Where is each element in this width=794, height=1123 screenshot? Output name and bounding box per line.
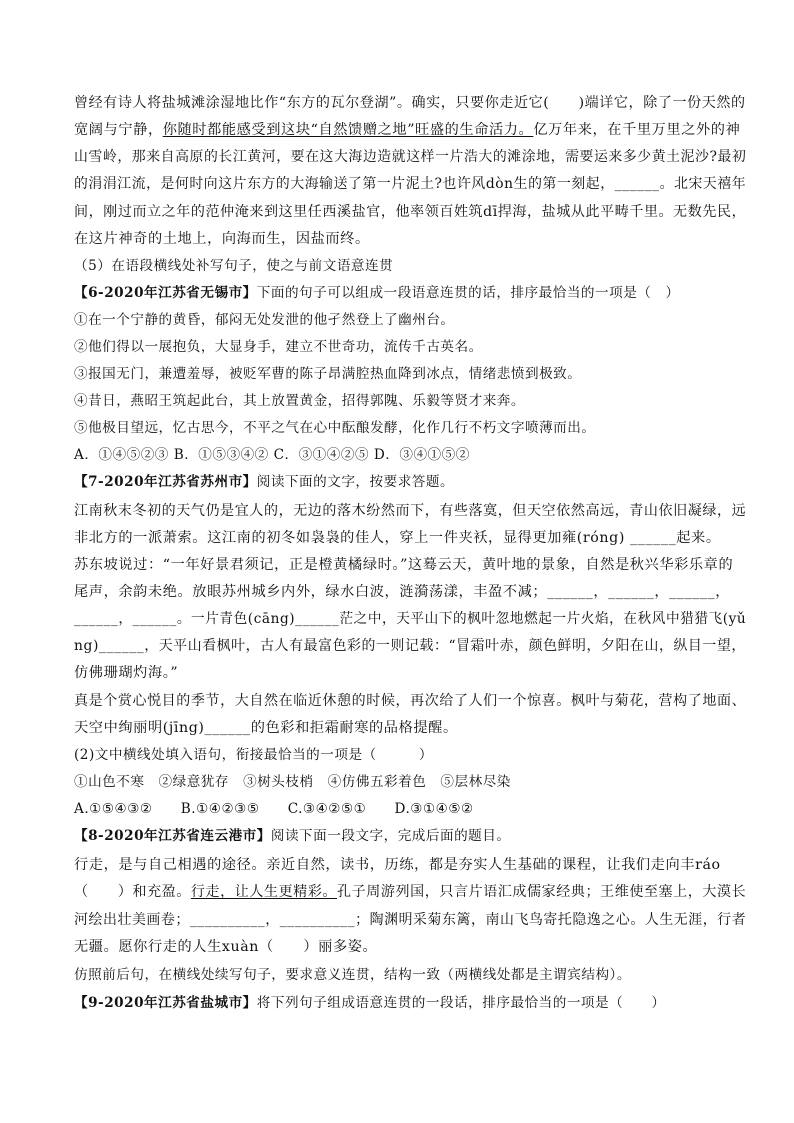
question-stem: 将下列句子组成语意连贯的一段话，排序最恰当的一项是（ ） <box>256 995 666 1011</box>
question-tag: 【7-2020年江苏省苏州市】 <box>74 474 257 490</box>
question-stem: 阅读下面一段文字，完成后面的题目。 <box>270 828 511 844</box>
passage-line: 曾经有诗人将盐城滩涂湿地比作“东方的瓦尔登湖”。确实，只要你走近它( )端详它，除了一份天然的 <box>74 95 746 111</box>
passage-line: 在这片神奇的土地上，向海而生，因盐而终。 <box>74 231 370 247</box>
answer-options: A.①⑤④③② B.①④②③⑤ C.③④②⑤① D.③①④⑤② <box>74 801 474 817</box>
passage-line: 江南秋末冬初的天气仍是宜人的，无边的落木纷然而下，有些落寞，但天空依然高远，青山依旧凝绿，远 <box>74 503 747 519</box>
passage-line: 山雪岭，那来自高原的长江黄河，要在这大海边造就这样一片浩大的滩涂地，需要运来多少黄土泥沙?最初 <box>74 149 747 165</box>
passage-line <box>74 883 746 901</box>
passage-line: 的涓涓江流，是何时向这片东方的大海输送了第一片泥土?也许风dòn生的第一刻起，______。北宋天禧年 <box>74 176 747 192</box>
passage-line: 河绘出壮美画卷；__________，__________；陶渊明采菊东篱，南山飞鸟寄托隐逸之心。人生无涯，行者 <box>74 912 747 928</box>
passage-line: 真是个赏心悦目的季节，大自然在临近休憩的时候，再次给了人们一个惊喜。枫叶与菊花，营构了地面、 <box>74 693 747 709</box>
passage-line: 间，刚过而立之年的范仲淹来到这里任西溪盐官，他率领百姓筑dī捍海，盐城从此平畴千里。无数先民， <box>74 204 747 220</box>
text-span: （ ）和充盈。 <box>74 884 191 900</box>
question-prompt: （5）在语段横线处补写句子，使之与前文语意连贯 <box>74 258 394 274</box>
question-header <box>74 994 666 1012</box>
underlined-sentence: 你随时都能感受到这块“自然馈赠之地”旺盛的生命活力。 <box>162 122 534 138</box>
answer-options: A．①④⑤②③ B．①⑤③④② C．③①④②⑤ D．③④①⑤② <box>74 447 470 463</box>
passage-line: 苏东坡说过：“一年好景君须记，正是橙黄橘绿时。”这蓦云天，黄叶地的景象，自然是秋兴华彩乐章的 <box>74 557 734 573</box>
underlined-sentence: 行走，让人生更精彩。 <box>190 884 338 900</box>
passage-line: ng)______，天平山看枫叶，古人有最富色彩的一则记载：“冒霜叶赤，颜色鲜明，夕阳在山，纵目一望， <box>74 638 746 654</box>
question-header <box>74 827 510 845</box>
question-stem: 阅读下面的文字，按要求答题。 <box>256 474 455 490</box>
passage-line: 无疆。愿你行走的人生xuàn（ ）丽多姿。 <box>74 939 378 955</box>
text-span: 宽阔与宁静， <box>74 122 163 138</box>
text-span: 孔子周游列国，只言片语汇成儒家经典；王维使至塞上，大漠长 <box>337 884 747 900</box>
passage-line: 非北方的一派萧索。这江南的初冬如袅袅的佳人，穿上一件夹袄，显得更加雍(róng) ______起来。 <box>74 530 721 546</box>
question-prompt: 仿照前后句，在横线处续写句子，要求意义连贯，结构一致（两横线处都是主谓宾结构）。 <box>74 967 631 983</box>
sentence-item: ②他们得以一展抱负，大显身手，建立不世奇功，流传千古英名。 <box>74 339 483 355</box>
passage-line: 行走，是与自己相遇的途径。亲近自然，读书，历练，都是夯实人生基础的课程，让我们走向丰ráo <box>74 857 721 873</box>
passage-line: 仿佛珊瑚灼海。” <box>74 665 179 681</box>
passage-line: ______，______。一片青色(cāng)______茫之中，天平山下的枫叶忽地燃起一片火焰，在秋风中猎猎飞(yǔ <box>74 611 747 627</box>
passage-line: 天空中绚丽明(jīng)______的色彩和拒霜耐寒的品格提醒。 <box>74 720 458 736</box>
sentence-item: ⑤他极目望远，忆古思今，不平之气在心中酝酿发酵，化作几行不朽文字喷薄而出。 <box>74 420 596 436</box>
question-tag: 【6-2020年江苏省无锡市】 <box>74 285 257 301</box>
question-tag: 【9-2020年江苏省盐城市】 <box>74 995 257 1011</box>
sentence-item: ④昔日，燕昭王筑起此台，其上放置黄金，招得郭隗、乐毅等贤才来奔。 <box>74 393 525 409</box>
text-span: 亿万年来，在千里万里之外的神 <box>533 122 741 138</box>
sentence-item: ③报国无门，兼遭羞辱，被贬军曹的陈子昂满腔热血降到冰点，情绪悲愤到极致。 <box>74 366 582 382</box>
sentence-item: ①在一个宁静的黄昏，郁闷无处发泄的他孑然登上了幽州台。 <box>74 312 455 328</box>
question-header <box>74 473 454 491</box>
question-stem: 下面的句子可以组成一段语意连贯的话，排序最恰当的一项是（ ） <box>256 285 680 301</box>
phrase-items: ①山色不寒 ②绿意犹存 ③树头枝梢 ④仿佛五彩着色 ⑤层林尽染 <box>74 774 511 790</box>
question-prompt: (2)文中横线处填入语句，衔接最恰当的一项是（ ） <box>74 747 434 763</box>
question-header <box>74 284 680 302</box>
question-tag: 【8-2020年江苏省连云港市】 <box>74 828 271 844</box>
passage-line <box>74 121 740 139</box>
passage-line: 尾声，余韵未绝。放眼苏州城乡内外，绿水白波，涟漪荡漾，丰盈不减；______，______，______， <box>74 584 731 600</box>
